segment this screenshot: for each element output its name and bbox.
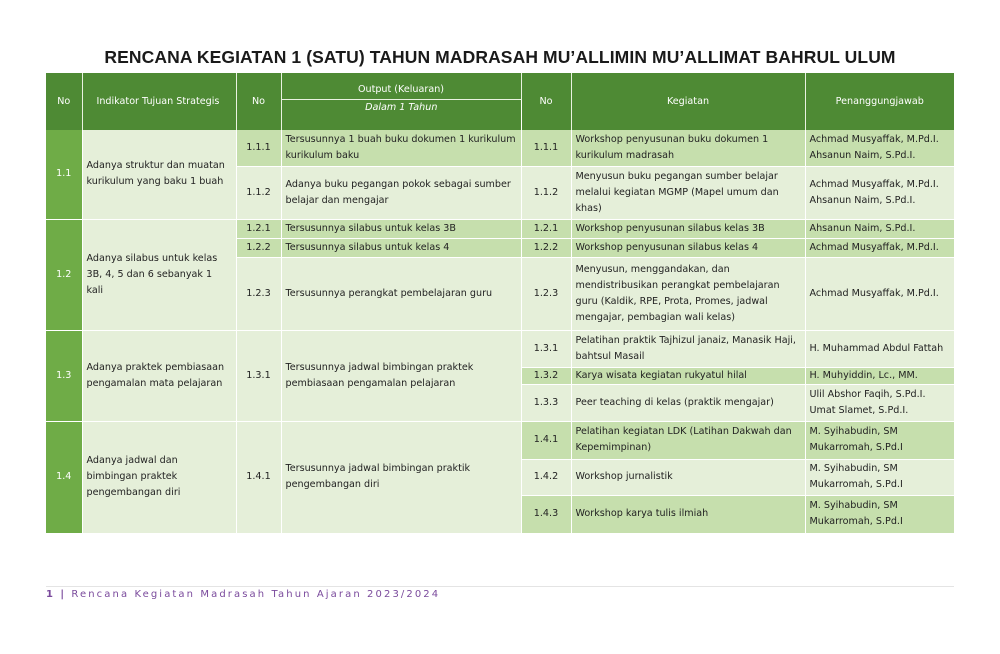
activity-penanggungjawab: Ahsanun Naim, S.Pd.I. [805,219,954,238]
header-no-kegiatan: No [521,73,571,130]
header-no-output: No [236,73,281,130]
activity-text: Pelatihan praktik Tajhizul janaiz, Manasik Haji, bahtsul Masail [571,330,805,367]
activity-penanggungjawab: H. Muhammad Abdul Fattah [805,330,954,367]
group-no: 1.1 [46,130,82,219]
activity-no: 1.1.2 [521,166,571,219]
page-title: RENCANA KEGIATAN 1 (SATU) TAHUN MADRASAH MU’ALLIMIN MU’ALLIMAT BAHRUL ULUM [104,47,896,67]
output-no: 1.1.2 [236,166,281,219]
table-row [46,130,954,166]
activity-text: Workshop penyusunan buku dokumen 1 kurikulum madrasah [571,130,805,166]
group-indikator: Adanya jadwal dan bimbingan praktek pengembangan diri [82,421,236,533]
group-indikator: Adanya struktur dan muatan kurikulum yang baku 1 buah [82,130,236,219]
output-no: 1.3.1 [236,330,281,421]
output-text: Tersusunnya jadwal bimbingan praktek pembiasaan pengamalan pelajaran [281,330,521,421]
activity-text: Workshop penyusunan silabus kelas 4 [571,238,805,257]
output-no: 1.1.1 [236,130,281,166]
table-row [46,330,954,367]
activity-text: Pelatihan kegiatan LDK (Latihan Dakwah dan Kepemimpinan) [571,421,805,459]
footer-separator: | [60,589,67,600]
output-no: 1.4.1 [236,421,281,533]
header-penanggungjawab: Penanggungjawab [805,73,954,130]
table-row [46,421,954,459]
page-number: 1 [46,589,56,600]
activity-no: 1.1.1 [521,130,571,166]
activity-penanggungjawab: M. Syihabudin, SM Mukarromah, S.Pd.I [805,495,954,533]
header-kegiatan: Kegiatan [571,73,805,130]
activity-no: 1.3.1 [521,330,571,367]
output-text: Tersusunnya silabus untuk kelas 4 [281,238,521,257]
activity-plan-table [46,73,954,534]
activity-no: 1.4.1 [521,421,571,459]
header-indikator: Indikator Tujuan Strategis [82,73,236,130]
page-footer [46,589,440,600]
activity-text: Workshop jurnalistik [571,459,805,495]
header-output-sub: Dalam 1 Tahun [281,100,521,131]
activity-penanggungjawab: Achmad Musyaffak, M.Pd.I. [805,257,954,330]
group-indikator: Adanya silabus untuk kelas 3B, 4, 5 dan 6 sebanyak 1 kali [82,219,236,330]
activity-text: Peer teaching di kelas (praktik mengajar) [571,384,805,421]
header-output: Output (Keluaran) [281,73,521,100]
group-indikator: Adanya praktek pembiasaan pengamalan mata pelajaran [82,330,236,421]
output-text: Tersusunnya 1 buah buku dokumen 1 kurikulum kurikulum baku [281,130,521,166]
activity-no: 1.2.1 [521,219,571,238]
output-text: Tersusunnya silabus untuk kelas 3B [281,219,521,238]
activity-no: 1.2.2 [521,238,571,257]
activity-no: 1.3.2 [521,367,571,384]
activity-no: 1.4.2 [521,459,571,495]
activity-penanggungjawab: Achmad Musyaffak, M.Pd.I. Ahsanun Naim, S.Pd.I. [805,130,954,166]
activity-penanggungjawab: Achmad Musyaffak, M.Pd.I. Ahsanun Naim, S.Pd.I. [805,166,954,219]
group-no: 1.4 [46,421,82,533]
output-no: 1.2.1 [236,219,281,238]
output-no: 1.2.2 [236,238,281,257]
group-no: 1.3 [46,330,82,421]
header-no: No [46,73,82,130]
activity-penanggungjawab: M. Syihabudin, SM Mukarromah, S.Pd.I [805,459,954,495]
activity-text: Workshop penyusunan silabus kelas 3B [571,219,805,238]
activity-text: Workshop karya tulis ilmiah [571,495,805,533]
activity-text: Karya wisata kegiatan rukyatul hilal [571,367,805,384]
group-no: 1.2 [46,219,82,330]
footer-divider [46,586,954,587]
activity-text: Menyusun buku pegangan sumber belajar melalui kegiatan MGMP (Mapel umum dan khas) [571,166,805,219]
output-no: 1.2.3 [236,257,281,330]
output-text: Adanya buku pegangan pokok sebagai sumber belajar dan mengajar [281,166,521,219]
activity-no: 1.2.3 [521,257,571,330]
activity-penanggungjawab: Ulil Abshor Faqih, S.Pd.I. Umat Slamet, S.Pd.I. [805,384,954,421]
output-text: Tersusunnya jadwal bimbingan praktik pengembangan diri [281,421,521,533]
activity-penanggungjawab: H. Muhyiddin, Lc., MM. [805,367,954,384]
activity-penanggungjawab: M. Syihabudin, SM Mukarromah, S.Pd.I [805,421,954,459]
table-body [46,130,954,533]
activity-no: 1.3.3 [521,384,571,421]
output-text: Tersusunnya perangkat pembelajaran guru [281,257,521,330]
footer-text: Rencana Kegiatan Madrasah Tahun Ajaran 2023/2024 [71,589,441,600]
activity-penanggungjawab: Achmad Musyaffak, M.Pd.I. [805,238,954,257]
activity-no: 1.4.3 [521,495,571,533]
table-row [46,219,954,238]
activity-text: Menyusun, menggandakan, dan mendistribusikan perangkat pembelajaran guru (Kaldik, RPE, Prota, Promes, jadwal mengajar, pembagian wali kelas) [571,257,805,330]
